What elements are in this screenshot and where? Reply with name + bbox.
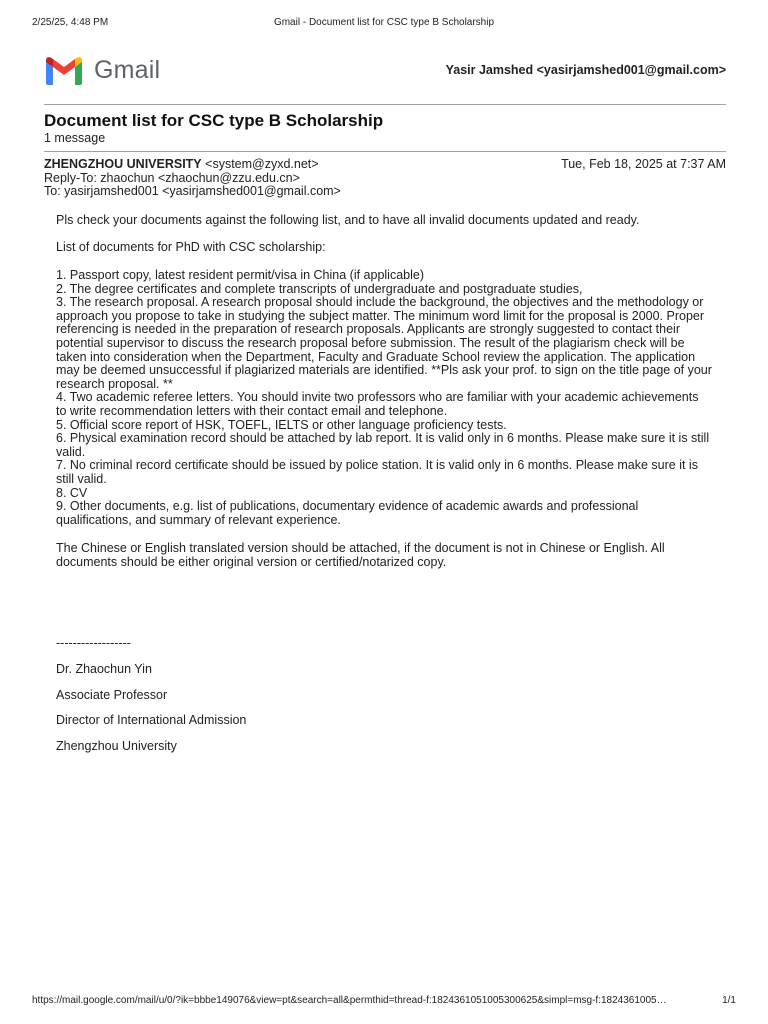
message-header <box>44 158 726 199</box>
list-item: 7. No criminal record certificate should be issued by police station. It is valid only in 6 months. Please make sure it is still valid. <box>56 458 698 486</box>
page-number: 1/1 <box>722 995 736 1006</box>
to-line: To: yasirjamshed001 <yasirjamshed001@gmail.com> <box>44 184 341 198</box>
print-url[interactable]: https://mail.google.com/mail/u/0/?ik=bbbe149076&view=pt&search=all&permthid=thread-f:1824361051005300625&simpl=msg-f:1824361005… <box>32 995 667 1006</box>
print-title: Gmail - Document list for CSC type B Scholarship <box>273 17 495 28</box>
gmail-logo[interactable] <box>44 56 168 86</box>
body-list-heading: List of documents for PhD with CSC scholarship: <box>56 240 326 254</box>
gmail-wordmark: Gmail <box>94 56 161 84</box>
message-date: Tue, Feb 18, 2025 at 7:37 AM <box>561 157 726 171</box>
account-identity: Yasir Jamshed <yasirjamshed001@gmail.com> <box>445 63 726 77</box>
list-item: 8. CV <box>56 485 88 500</box>
thread-subject: Document list for CSC type B Scholarship <box>44 111 384 130</box>
signature-separator: ------------------ <box>56 636 131 650</box>
body-note: The Chinese or English translated version should be attached, if the document is not in Chinese or English. All documents should be either original version or certified/notarized copy. <box>56 541 665 569</box>
message-count: 1 message <box>44 131 106 145</box>
reply-to-line: Reply-To: zhaochun <zhaochun@zzu.edu.cn> <box>44 170 300 185</box>
signature-role: Director of International Admission <box>56 713 247 727</box>
signature-org: Zhengzhou University <box>56 739 177 753</box>
signature-name: Dr. Zhaochun Yin <box>56 662 152 676</box>
print-footer <box>32 995 736 1009</box>
sender-name: ZHENGZHOU UNIVERSITY <box>44 157 202 171</box>
signature-title: Associate Professor <box>56 688 168 702</box>
list-item: 6. Physical examination record should be attached by lab report. It is valid only in 6 months. Please make sure it is still valid. <box>56 431 710 459</box>
divider <box>44 151 726 152</box>
from-line <box>44 158 726 172</box>
document-list <box>56 269 712 527</box>
list-item: 5. Official score report of HSK, TOEFL, IELTS or other language proficiency tests. <box>56 417 507 432</box>
list-item: 4. Two academic referee letters. You should invite two professors who are familiar with your academic achievements to write recommendation letters with their contact email and telephone. <box>56 390 699 418</box>
body-intro: Pls check your documents against the following list, and to have all invalid documents updated and ready. <box>56 213 640 227</box>
sender-email: <system@zyxd.net> <box>205 157 319 171</box>
print-datetime: 2/25/25, 4:48 PM <box>32 17 109 28</box>
list-item: 9. Other documents, e.g. list of publications, documentary evidence of academic awards and professional qualifications, and summary of relevant experience. <box>56 499 639 527</box>
list-item: 3. The research proposal. A research proposal should include the background, the objectives and the methodology or approach you propose to take in studying the subject matter. The minimum word limit for the proposal is 2000. Proper referencing is needed in the preparation of research proposals. Applicants are strongly suggested to contact their potential supervisor to discuss the research proposal before submission. The result of the plagiarism check will be taken into consideration when the Department, Faculty and Graduate School review the application. The application may be deemed unsuccessful if plagiarized materials are identified. **Pls ask your prof. to sign on the title page of your research proposal. ** <box>56 295 712 391</box>
gmail-logo-icon <box>44 56 84 86</box>
list-item: 2. The degree certificates and complete transcripts of undergraduate and postgraduate studies, <box>56 281 583 296</box>
print-header <box>32 17 736 31</box>
list-item: 1. Passport copy, latest resident permit/visa in China (if applicable) <box>56 268 424 282</box>
divider <box>44 104 726 105</box>
